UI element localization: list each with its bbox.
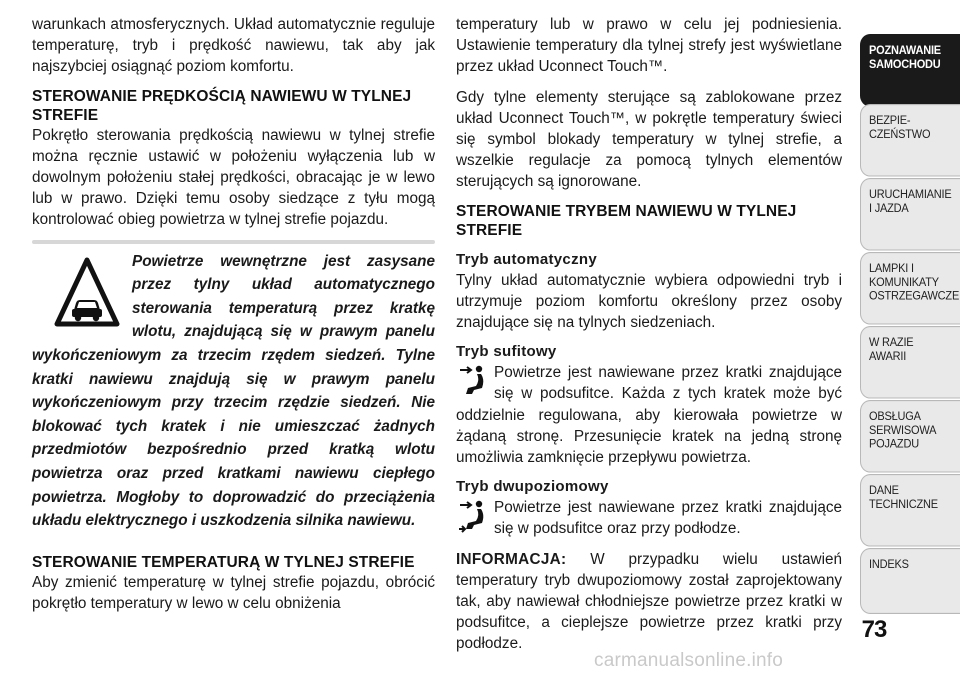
tab-label: OBSŁUGA SERWISOWA POJAZDU	[869, 409, 937, 451]
warning-triangle-car-icon	[54, 256, 120, 328]
right-column	[456, 14, 842, 664]
warning-text: Powietrze wewnętrzne jest zasysane przez tylny układ automatycznego sterowania temperaturą przez kratkę wlotu, znajdującą się w prawym panelu wykończeniowym za trzecim rzędem siedzeń. Tylne kratki nawiewu znajdują się w prawym panelu wykończeniowym przy trzecim rzędzie siedzeń. Nie blokować tych kratek i nie umieszczać żadnych przedmiotów bezpośrednio przed kratką wlotu powietrza oraz przed kratkami nawiewu ciepłego powietrza. Mogłoby to doprowadzić do przeciążenia układu elektrycznego i uszkodzenia silnika nawiewu.	[32, 252, 435, 530]
info-paragraph	[456, 549, 842, 655]
tab-indeks[interactable]	[860, 548, 960, 614]
tab-lampki-i-komunikaty[interactable]	[860, 252, 960, 325]
info-label: INFORMACJA:	[456, 550, 567, 568]
tab-label: W RAZIE AWARII	[869, 335, 914, 363]
ceiling-vent-mode-icon	[458, 364, 488, 398]
tab-poznawanie-samochodu[interactable]	[860, 34, 960, 107]
temperature-heading: STEROWANIE TEMPERATURĄ W TYLNEJ STREFIE	[32, 553, 415, 571]
chapter-tabs	[860, 0, 960, 678]
tab-label: POZNAWANIE SAMOCHODU	[869, 43, 941, 71]
mode-heading: STEROWANIE TRYBEM NAWIEWU W TYLNEJ STREFIE	[456, 202, 797, 239]
bilevel-mode-title: Tryb dwupoziomowy	[456, 478, 609, 496]
lock-paragraph: Gdy tylne elementy sterujące są zablokowane przez układ Uconnect Touch™, w pokrętle temperatury świeci się symbol blokady temperatury w tylnej strefie, a wszelkie regulacje za pomocą tylnych elementów sterujących są ignorowane.	[456, 88, 842, 191]
intro-paragraph: warunkach atmosferycznych. Układ automatycznie reguluje temperaturę, tryb i prędkość nawiewu, tak aby jak najszybciej osiągnąć poziom komfortu.	[32, 16, 435, 76]
tab-label: DANE TECHNICZNE	[869, 483, 938, 511]
ceiling-mode-body: Powietrze jest nawiewane przez kratki znajdujące się w podsufitce. Każda z tych kratek może być oddzielnie regulowana, aby kierowała powietrze w żądaną stronę. Przesunięcie kratek na jedną stronę umożliwia zamknięcie przepływu powietrza.	[456, 364, 842, 467]
bilevel-mode-icon	[458, 499, 488, 533]
temperature-body: Aby zmienić temperaturę w tylnej strefie pojazdu, obrócić pokrętło temperatury w lewo w celu obniżenia	[32, 573, 435, 612]
page-number: 73	[861, 616, 887, 643]
watermark: carmanualsonline.info	[594, 650, 784, 671]
auto-mode-body: Tylny układ automatycznie wybiera odpowiedni tryb i utrzymuje poziom komfortu określony przez osoby znajdujące się na tylnych siedzeniach.	[456, 271, 842, 332]
ceiling-mode-title: Tryb sufitowy	[456, 343, 557, 361]
warning-box	[32, 240, 435, 533]
fan-speed-body: Pokrętło sterowania prędkością nawiewu w tylnej strefie można ręcznie ustawić w położeniu wyłączenia lub w dowolnym położeniu stałej prędkości, obracając je w lewo lub w prawo. Dzięki temu osoby siedzące z tyłu mogą kontrolować obieg powietrza w tylnej strefie pojazdu.	[32, 126, 435, 229]
fan-speed-heading: STEROWANIE PRĘDKOŚCIĄ NAWIEWU W TYLNEJ STREFIE	[32, 87, 412, 124]
tab-label: LAMPKI I KOMUNIKATY OSTRZEGAWCZE	[869, 261, 960, 303]
warning-divider	[32, 240, 435, 244]
tab-obsluga-serwisowa[interactable]	[860, 400, 960, 473]
tab-uruchamianie-i-jazda[interactable]	[860, 178, 960, 251]
tab-w-razie-awarii[interactable]	[860, 326, 960, 399]
tab-dane-techniczne[interactable]	[860, 474, 960, 547]
tab-bezpieczenstwo[interactable]	[860, 104, 960, 177]
info-body: W przypadku wielu ustawień temperatury tryb dwupoziomowy został zaprojektowany tak, aby nawiewał chłodniejsze powietrze przez kratki w podsufitce, a cieplejsze powietrze przez kratki przy podłodze.	[456, 550, 842, 653]
temperature-continued: temperatury lub w prawo w celu jej podniesienia. Ustawienie temperatury dla tylnej strefy jest wyświetlane przez układ Uconnect Touch™.	[456, 16, 842, 76]
tab-label: URUCHAMIANIE I JAZDA	[869, 187, 952, 215]
left-column	[32, 14, 435, 623]
tab-label: INDEKS	[869, 557, 909, 572]
bilevel-mode-body: Powietrze jest nawiewane przez kratki znajdujące się w podsufitce oraz przy podłodze.	[494, 499, 842, 538]
tab-label: BEZPIE- CZEŃSTWO	[869, 113, 931, 141]
auto-mode-title: Tryb automatyczny	[456, 250, 597, 268]
